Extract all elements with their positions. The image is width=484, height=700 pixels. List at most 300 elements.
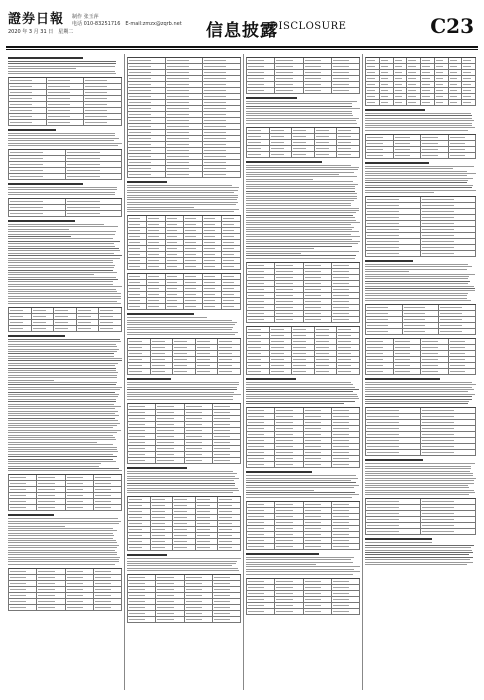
- table-cell: [203, 160, 241, 165]
- table-cell: [270, 327, 293, 332]
- table-cell: [147, 286, 166, 291]
- table-row: [247, 544, 360, 550]
- text-line: [8, 267, 114, 268]
- table-cell: [332, 462, 360, 467]
- table-cell: [128, 264, 147, 269]
- text-line: [246, 389, 359, 390]
- text-line: [365, 127, 475, 128]
- table-cell: [407, 58, 421, 63]
- table-cell: [421, 64, 435, 69]
- text-line: [8, 346, 117, 347]
- table-row: [128, 545, 241, 551]
- table-cell: [128, 304, 147, 309]
- table-cell: [270, 339, 293, 344]
- text-line: [246, 571, 360, 572]
- table-cell: [156, 446, 184, 451]
- text-line: [8, 303, 121, 304]
- text-line: [8, 387, 122, 388]
- table-cell: [222, 252, 241, 257]
- text-line: [127, 570, 239, 571]
- text-line: [246, 210, 359, 211]
- section-heading: [127, 313, 194, 315]
- table-cell: [213, 446, 241, 451]
- text-line: [8, 468, 119, 469]
- table-cell: [337, 351, 360, 356]
- table-cell: [9, 308, 32, 313]
- text-line: [8, 135, 115, 136]
- text-line: [8, 71, 115, 72]
- section-heading: [246, 471, 312, 473]
- table-cell: [66, 581, 94, 586]
- table-cell: [151, 339, 174, 344]
- text-line: [246, 217, 355, 218]
- table-cell: [247, 327, 270, 332]
- table-cell: [270, 140, 293, 145]
- table-cell: [9, 581, 37, 586]
- table-cell: [128, 458, 156, 463]
- text-line: [8, 277, 116, 278]
- text-line: [365, 274, 475, 275]
- table-cell: [203, 166, 241, 171]
- table-cell: [315, 363, 338, 368]
- text-line: [365, 264, 468, 265]
- table-cell: [47, 78, 85, 83]
- table-row: [247, 462, 360, 468]
- table-cell: [332, 456, 360, 461]
- text-line: [246, 255, 356, 256]
- text-line: [365, 547, 471, 548]
- table-cell: [366, 135, 394, 140]
- table-cell: [380, 100, 394, 105]
- text-line: [8, 518, 118, 519]
- table-cell: [462, 94, 476, 99]
- table-cell: [270, 369, 293, 374]
- table-row: [128, 264, 241, 270]
- text-line: [8, 192, 115, 193]
- table-cell: [275, 591, 303, 596]
- table-cell: [66, 156, 123, 161]
- table-cell: [366, 233, 421, 238]
- table-cell: [66, 575, 94, 580]
- text-line: [8, 411, 118, 412]
- table-cell: [275, 508, 303, 513]
- table-cell: [128, 258, 147, 263]
- table-cell: [332, 70, 360, 75]
- text-line: [246, 196, 357, 197]
- table-cell: [292, 140, 315, 145]
- table-cell: [84, 90, 122, 95]
- text-line: [365, 130, 468, 131]
- table-cell: [247, 408, 275, 413]
- table-cell: [213, 422, 241, 427]
- table-cell: [128, 118, 166, 123]
- table-cell: [366, 345, 394, 350]
- table-cell: [147, 240, 166, 245]
- text-line: [8, 274, 94, 275]
- table-cell: [380, 58, 394, 63]
- table-cell: [156, 410, 184, 415]
- text-line: [8, 262, 113, 263]
- table-cell: [222, 264, 241, 269]
- table-cell: [218, 497, 241, 502]
- table-cell: [292, 339, 315, 344]
- text-line: [365, 403, 468, 404]
- table-cell: [151, 345, 174, 350]
- text-line: [365, 485, 468, 486]
- text-line: [8, 447, 117, 448]
- text-line: [8, 363, 118, 364]
- table-cell: [304, 414, 332, 419]
- text-line: [365, 295, 467, 296]
- table-cell: [247, 591, 275, 596]
- text-line: [8, 470, 122, 471]
- section-heading: [127, 378, 171, 380]
- table-cell: [270, 345, 293, 350]
- table-cell: [166, 94, 204, 99]
- table-cell: [213, 599, 241, 604]
- table-cell: [37, 599, 65, 604]
- table-row: [247, 369, 360, 375]
- text-line: [127, 483, 235, 484]
- table-cell: [247, 152, 270, 157]
- table-cell: [184, 298, 203, 303]
- table-cell: [128, 154, 166, 159]
- text-line: [365, 166, 474, 167]
- text-line: [8, 238, 113, 239]
- text-line: [246, 118, 359, 119]
- table-cell: [151, 509, 174, 514]
- table-cell: [185, 458, 213, 463]
- text-line: [365, 115, 472, 116]
- data-table: [127, 338, 241, 375]
- text-line: [127, 490, 239, 491]
- table-cell: [462, 70, 476, 75]
- text-line: [8, 289, 116, 290]
- table-cell: [304, 88, 332, 93]
- table-cell: [47, 108, 85, 113]
- table-cell: [366, 147, 394, 152]
- table-cell: [439, 323, 476, 328]
- table-cell: [366, 94, 380, 99]
- text-line: [8, 226, 118, 227]
- table-cell: [394, 153, 422, 158]
- table-cell: [394, 94, 408, 99]
- text-line: [8, 384, 116, 385]
- table-cell: [156, 587, 184, 592]
- table-cell: [196, 521, 219, 526]
- table-cell: [462, 58, 476, 63]
- table-cell: [435, 94, 449, 99]
- text-line: [365, 492, 475, 493]
- text-line: [365, 278, 468, 279]
- table-cell: [304, 269, 332, 274]
- table-cell: [128, 497, 151, 502]
- table-cell: [147, 280, 166, 285]
- text-line: [8, 234, 115, 235]
- text-line: [365, 182, 467, 183]
- text-line: [8, 418, 115, 419]
- table-cell: [222, 240, 241, 245]
- table-cell: [292, 357, 315, 362]
- table-cell: [166, 58, 204, 63]
- table-cell: [37, 481, 65, 486]
- text-line: [127, 392, 234, 393]
- text-line: [8, 341, 121, 342]
- text-line: [8, 557, 120, 558]
- editor-contact: 电话 010-83251716 E-mail:zmzx@zqrb.net: [72, 21, 182, 27]
- table-cell: [275, 299, 303, 304]
- text-line: [246, 101, 357, 102]
- text-line: [246, 231, 359, 232]
- text-line: [8, 456, 117, 457]
- data-table: [246, 127, 360, 158]
- table-cell: [222, 292, 241, 297]
- table-cell: [47, 90, 85, 95]
- table-cell: [435, 64, 449, 69]
- table-cell: [292, 333, 315, 338]
- data-table: [127, 273, 241, 310]
- table-cell: [203, 228, 222, 233]
- text-line: [8, 408, 115, 409]
- table-cell: [128, 452, 156, 457]
- table-cell: [196, 497, 219, 502]
- table-cell: [128, 274, 147, 279]
- table-cell: [185, 599, 213, 604]
- table-row: [247, 317, 360, 323]
- text-line: [8, 301, 117, 302]
- table-cell: [247, 82, 275, 87]
- table-cell: [156, 611, 184, 616]
- text-line: [246, 222, 360, 223]
- table-cell: [128, 286, 147, 291]
- table-cell: [449, 363, 477, 368]
- table-cell: [435, 82, 449, 87]
- table-cell: [366, 70, 380, 75]
- table-cell: [9, 587, 37, 592]
- table-cell: [403, 329, 440, 334]
- text-line: [8, 425, 117, 426]
- table-cell: [275, 450, 303, 455]
- table-cell: [128, 363, 151, 368]
- table-cell: [366, 64, 380, 69]
- table-cell: [366, 329, 403, 334]
- table-cell: [128, 599, 156, 604]
- text-line: [246, 394, 357, 395]
- text-line: [8, 564, 115, 565]
- table-cell: [315, 345, 338, 350]
- table-cell: [247, 597, 275, 602]
- table-cell: [218, 351, 241, 356]
- table-cell: [337, 327, 360, 332]
- table-cell: [247, 128, 270, 133]
- table-cell: [332, 82, 360, 87]
- table-cell: [54, 320, 77, 325]
- table-cell: [275, 82, 303, 87]
- text-line: [8, 140, 114, 141]
- table-cell: [247, 311, 275, 316]
- table-cell: [270, 333, 293, 338]
- table-cell: [128, 410, 156, 415]
- text-line: [246, 176, 357, 177]
- text-line: [246, 248, 314, 249]
- table-cell: [380, 88, 394, 93]
- table-cell: [304, 311, 332, 316]
- text-line: [246, 103, 352, 104]
- text-line: [127, 396, 233, 397]
- table-cell: [332, 275, 360, 280]
- table-cell: [421, 100, 435, 105]
- table-cell: [94, 581, 122, 586]
- table-row: [247, 609, 360, 615]
- table-row: [366, 100, 476, 106]
- table-cell: [128, 575, 156, 580]
- table-cell: [196, 503, 219, 508]
- text-line: [8, 449, 117, 450]
- text-line: [127, 394, 241, 395]
- table-cell: [173, 521, 196, 526]
- text-line: [246, 384, 353, 385]
- table-cell: [270, 146, 293, 151]
- text-line: [8, 533, 113, 534]
- table-cell: [292, 369, 315, 374]
- table-cell: [332, 532, 360, 537]
- text-line: [365, 293, 468, 294]
- table-cell: [275, 502, 303, 507]
- table-cell: [9, 96, 47, 101]
- table-cell: [366, 317, 403, 322]
- text-line: [127, 471, 233, 472]
- text-line: [8, 466, 99, 467]
- table-cell: [166, 82, 204, 87]
- table-cell: [156, 605, 184, 610]
- text-line: [8, 73, 116, 74]
- table-cell: [147, 264, 166, 269]
- text-line: [365, 394, 475, 395]
- text-line: [127, 322, 237, 323]
- table-cell: [275, 311, 303, 316]
- table-cell: [166, 154, 204, 159]
- text-line: [246, 253, 301, 254]
- table-cell: [421, 339, 449, 344]
- table-cell: [166, 136, 204, 141]
- table-cell: [366, 505, 421, 510]
- table-cell: [247, 579, 275, 584]
- table-cell: [173, 527, 196, 532]
- table-cell: [421, 251, 476, 256]
- table-cell: [332, 520, 360, 525]
- table-cell: [315, 339, 338, 344]
- text-line: [246, 108, 360, 109]
- text-line: [365, 113, 471, 114]
- table-cell: [9, 499, 37, 504]
- text-line: [365, 463, 475, 464]
- table-cell: [184, 246, 203, 251]
- table-cell: [203, 298, 222, 303]
- table-cell: [66, 199, 123, 204]
- table-cell: [366, 517, 421, 522]
- table-cell: [37, 581, 65, 586]
- table-cell: [196, 527, 219, 532]
- text-line: [246, 497, 352, 498]
- table-cell: [37, 587, 65, 592]
- table-cell: [37, 569, 65, 574]
- text-line: [127, 187, 239, 188]
- table-cell: [203, 286, 222, 291]
- table-cell: [380, 76, 394, 81]
- table-cell: [275, 408, 303, 413]
- table-cell: [421, 147, 449, 152]
- table-cell: [247, 305, 275, 310]
- table-cell: [151, 363, 174, 368]
- table-cell: [421, 426, 476, 431]
- table-cell: [337, 345, 360, 350]
- table-cell: [166, 222, 185, 227]
- table-cell: [147, 216, 166, 221]
- table-cell: [247, 532, 275, 537]
- text-line: [246, 115, 353, 116]
- table-cell: [275, 70, 303, 75]
- text-line: [8, 143, 122, 144]
- text-line: [8, 559, 119, 560]
- text-line: [365, 564, 467, 565]
- text-line: [8, 404, 114, 405]
- table-cell: [66, 150, 123, 155]
- table-cell: [304, 444, 332, 449]
- table-cell: [94, 605, 122, 610]
- text-line: [246, 258, 355, 259]
- table-cell: [332, 269, 360, 274]
- text-line: [365, 290, 475, 291]
- text-line: [8, 260, 113, 261]
- table-cell: [275, 414, 303, 419]
- table-cell: [32, 320, 55, 325]
- text-line: [8, 243, 114, 244]
- table-cell: [128, 124, 166, 129]
- text-line: [8, 246, 115, 247]
- table-cell: [156, 434, 184, 439]
- table-cell: [275, 520, 303, 525]
- text-line: [8, 392, 115, 393]
- table-cell: [421, 76, 435, 81]
- table-cell: [166, 88, 204, 93]
- text-line: [8, 296, 121, 297]
- table-cell: [247, 363, 270, 368]
- table-cell: [66, 605, 94, 610]
- text-line: [365, 494, 469, 495]
- table-cell: [37, 499, 65, 504]
- text-line: [246, 167, 359, 168]
- text-line: [365, 399, 472, 400]
- text-line: [8, 293, 121, 294]
- table-cell: [449, 141, 477, 146]
- table-cell: [421, 511, 476, 516]
- table-cell: [304, 603, 332, 608]
- text-line: [8, 554, 117, 555]
- issue-date: 2020 年 3 月 31 日 星期二: [8, 29, 74, 35]
- table-cell: [203, 112, 241, 117]
- table-cell: [332, 514, 360, 519]
- table-cell: [304, 585, 332, 590]
- table-cell: [156, 440, 184, 445]
- table-cell: [222, 258, 241, 263]
- table-cell: [9, 156, 66, 161]
- table-cell: [128, 148, 166, 153]
- table-cell: [156, 617, 184, 622]
- table-cell: [37, 575, 65, 580]
- data-table: [365, 304, 476, 335]
- table-cell: [203, 88, 241, 93]
- table-row: [9, 505, 122, 511]
